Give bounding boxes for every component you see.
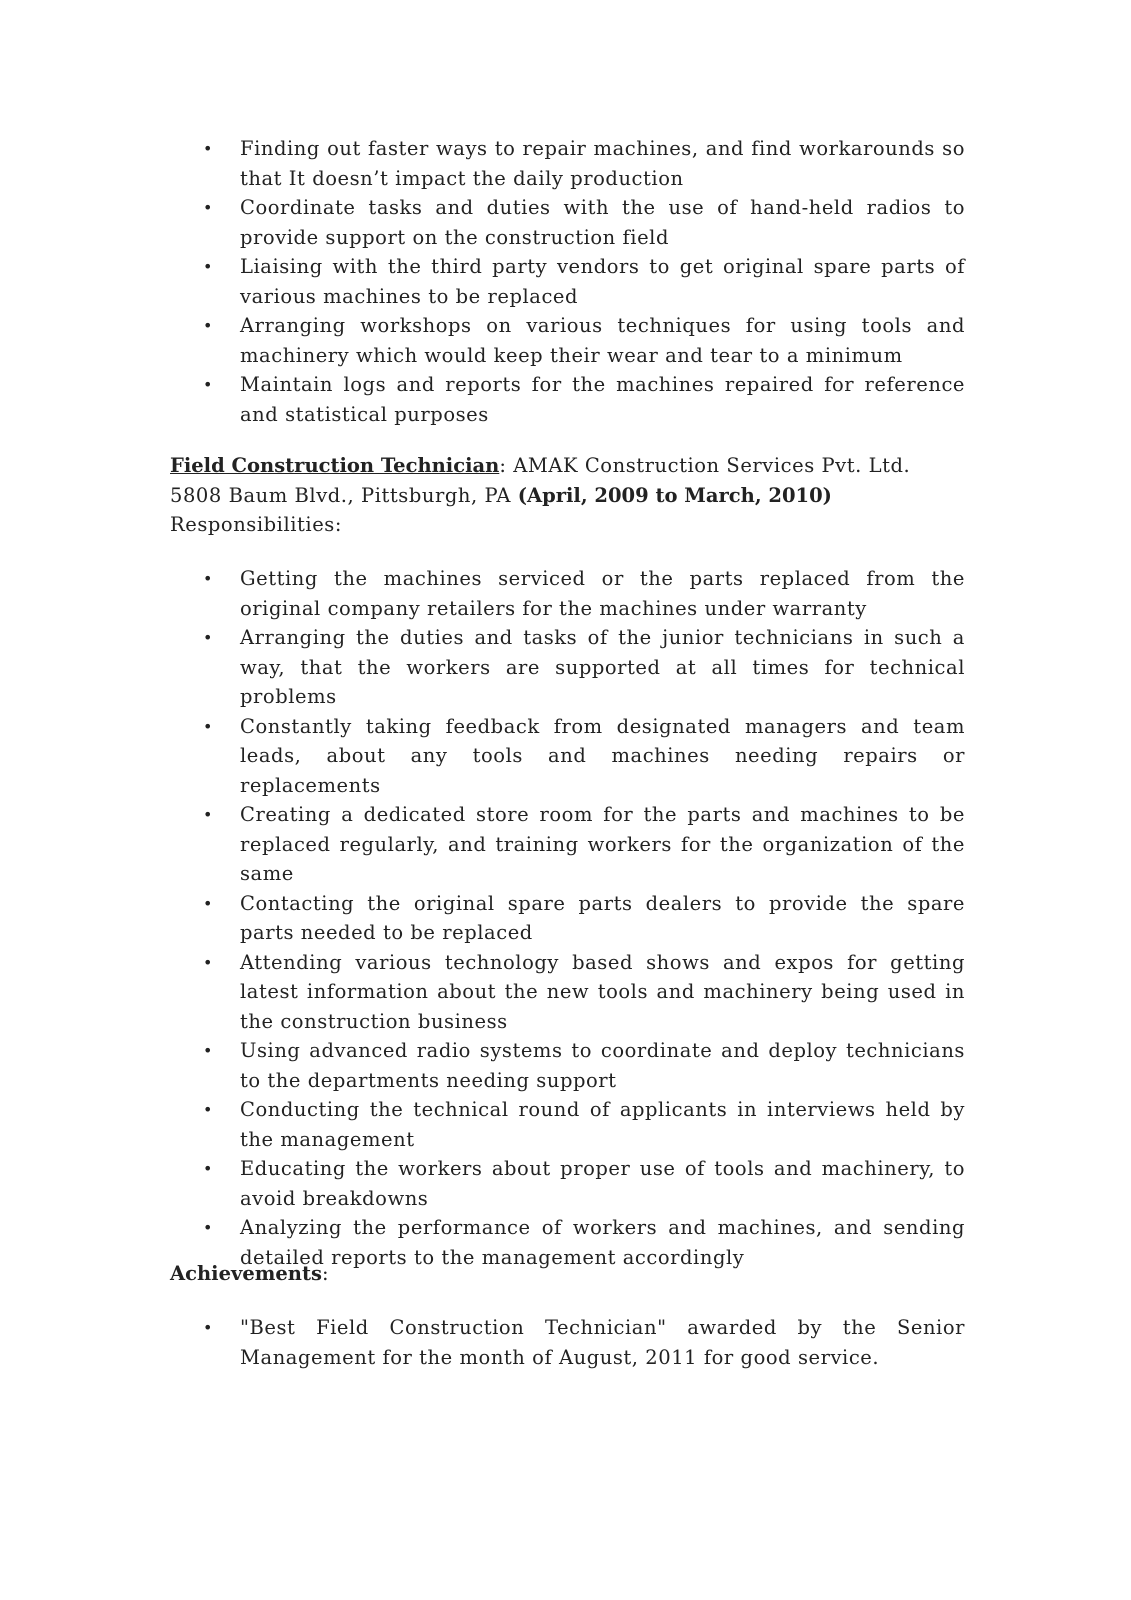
job-responsibilities-list [0, 564, 965, 1272]
list-item: • Using advanced radio systems to coordinate and deploy technicians to the departments needing support [0, 1036, 965, 1095]
achievements-heading [170, 1259, 965, 1289]
achievements-list [0, 1313, 965, 1372]
list-item: • Contacting the original spare parts dealers to provide the spare parts needed to be replaced [0, 889, 965, 948]
list-item: • Coordinate tasks and duties with the use of hand-held radios to provide support on the construction field [0, 193, 965, 252]
list-item: • Finding out faster ways to repair machines, and find workarounds so that It doesn’t impact the daily production [0, 134, 965, 193]
previous-responsibilities-list [0, 134, 965, 429]
list-item: • "Best Field Construction Technician" awarded by the Senior Management for the month of August, 2011 for good service. [0, 1313, 965, 1372]
list-item: • Liaising with the third party vendors to get original spare parts of various machines to be replaced [0, 252, 965, 311]
job-dates: (April, 2009 to March, 2010) [517, 483, 832, 507]
responsibilities-label: Responsibilities: [170, 513, 342, 536]
list-item: • Conducting the technical round of applicants in interviews held by the management [0, 1095, 965, 1154]
list-item: • Maintain logs and reports for the machines repaired for reference and statistical purposes [0, 370, 965, 429]
company-address: AMAK Construction Services Pvt. Ltd. 5808 Baum Blvd., Pittsburgh, PA [170, 454, 911, 507]
job-header [170, 451, 965, 540]
list-item: • Getting the machines serviced or the parts replaced from the original company retailers for the machines under warranty [0, 564, 965, 623]
list-item: • Constantly taking feedback from designated managers and team leads, about any tools and machines needing repairs or replacements [0, 712, 965, 801]
list-item: • Creating a dedicated store room for the parts and machines to be replaced regularly, and training workers for the organization of the same [0, 800, 965, 889]
list-item: • Educating the workers about proper use of tools and machinery, to avoid breakdowns [0, 1154, 965, 1213]
list-item: • Attending various technology based shows and expos for getting latest information about the new tools and machinery being used in the construction business [0, 948, 965, 1037]
job-separator: : [499, 454, 514, 477]
job-title: Field Construction Technician [170, 454, 500, 477]
list-item: • Arranging workshops on various techniques for using tools and machinery which would keep their wear and tear to a minimum [0, 311, 965, 370]
list-item: • Arranging the duties and tasks of the junior technicians in such a way, that the workers are supported at all times for technical problems [0, 623, 965, 712]
achievements-title: Achievements [170, 1262, 322, 1285]
achievements-colon: : [321, 1262, 330, 1285]
list-item: • Analyzing the performance of workers and machines, and sending detailed reports to the management accordingly [0, 1213, 965, 1272]
